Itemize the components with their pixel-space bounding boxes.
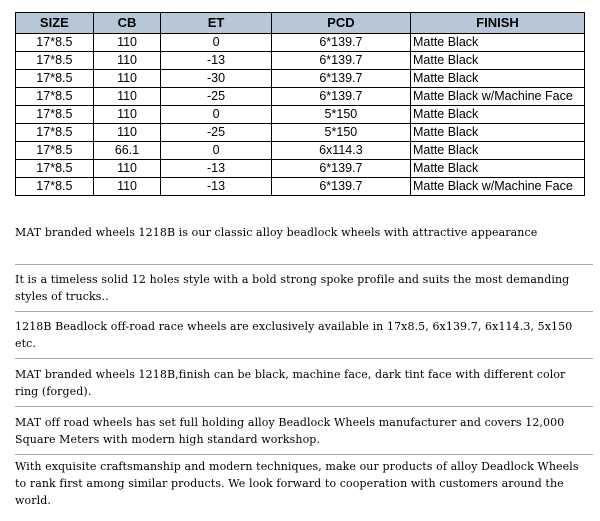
cell-et: 0 (161, 106, 272, 124)
description-paragraph-6: With exquisite craftsmanship and modern techniques, make our products of alloy Deadlock Wheels to rank first among similar products. We look forward to cooperation with customers around the world. (15, 460, 579, 507)
divider (15, 358, 593, 359)
cell-et: -25 (161, 124, 272, 142)
description-paragraph-1: MAT branded wheels 1218B is our classic alloy beadlock wheels with attractive appearance (15, 226, 538, 239)
description-paragraph-2: It is a timeless solid 12 holes style with a bold strong spoke profile and suits the most demanding styles of trucks.. (15, 273, 570, 303)
cell-size: 17*8.5 (16, 160, 94, 178)
cell-cb: 110 (93, 106, 161, 124)
header-finish: FINISH (410, 13, 584, 34)
cell-size: 17*8.5 (16, 34, 94, 52)
cell-cb: 110 (93, 70, 161, 88)
header-et: ET (161, 13, 272, 34)
cell-pcd: 5*150 (271, 124, 410, 142)
cell-cb: 110 (93, 178, 161, 196)
description-paragraph-5: MAT off road wheels has set full holding alloy Beadlock Wheels manufacturer and covers 12,000 Square Meters with modern high standard workshop. (15, 416, 565, 446)
divider (15, 454, 593, 455)
cell-et: -13 (161, 160, 272, 178)
cell-pcd: 6*139.7 (271, 52, 410, 70)
cell-pcd: 6x114.3 (271, 142, 410, 160)
divider (15, 264, 593, 265)
description-paragraph-3: 1218B Beadlock off-road race wheels are exclusively available in 17x8.5, 6x139.7, 6x114.3, 5x150 etc. (15, 320, 573, 350)
cell-finish: Matte Black (410, 34, 584, 52)
divider (15, 311, 593, 312)
cell-cb: 110 (93, 34, 161, 52)
cell-et: -25 (161, 88, 272, 106)
divider (15, 406, 593, 407)
header-cb: CB (93, 13, 161, 34)
cell-pcd: 5*150 (271, 106, 410, 124)
table-row (16, 178, 585, 196)
cell-pcd: 6*139.7 (271, 160, 410, 178)
cell-cb: 110 (93, 124, 161, 142)
cell-pcd: 6*139.7 (271, 178, 410, 196)
table-row (16, 106, 585, 124)
cell-size: 17*8.5 (16, 178, 94, 196)
cell-finish: Matte Black (410, 142, 584, 160)
cell-et: -13 (161, 52, 272, 70)
cell-size: 17*8.5 (16, 142, 94, 160)
cell-size: 17*8.5 (16, 70, 94, 88)
table-row (16, 34, 585, 52)
cell-size: 17*8.5 (16, 124, 94, 142)
description-paragraph-4: MAT branded wheels 1218B,finish can be black, machine face, dark tint face with different color ring (forged). (15, 368, 566, 398)
table-row (16, 88, 585, 106)
header-size: SIZE (16, 13, 94, 34)
table-row (16, 160, 585, 178)
cell-cb: 110 (93, 52, 161, 70)
table-row (16, 70, 585, 88)
cell-et: 0 (161, 34, 272, 52)
table-row (16, 124, 585, 142)
cell-et: -30 (161, 70, 272, 88)
cell-finish: Matte Black w/Machine Face (410, 88, 584, 106)
cell-cb: 110 (93, 88, 161, 106)
header-pcd: PCD (271, 13, 410, 34)
cell-finish: Matte Black (410, 160, 584, 178)
cell-finish: Matte Black w/Machine Face (410, 178, 584, 196)
cell-size: 17*8.5 (16, 88, 94, 106)
wheel-spec-table (15, 12, 585, 196)
cell-cb: 110 (93, 160, 161, 178)
cell-et: -13 (161, 178, 272, 196)
cell-size: 17*8.5 (16, 52, 94, 70)
table-row (16, 142, 585, 160)
table-row (16, 52, 585, 70)
cell-et: 0 (161, 142, 272, 160)
cell-pcd: 6*139.7 (271, 88, 410, 106)
table-header-row (16, 13, 585, 34)
cell-finish: Matte Black (410, 52, 584, 70)
cell-size: 17*8.5 (16, 106, 94, 124)
cell-pcd: 6*139.7 (271, 34, 410, 52)
cell-pcd: 6*139.7 (271, 70, 410, 88)
cell-finish: Matte Black (410, 106, 584, 124)
cell-finish: Matte Black (410, 70, 584, 88)
cell-cb: 66.1 (93, 142, 161, 160)
cell-finish: Matte Black (410, 124, 584, 142)
